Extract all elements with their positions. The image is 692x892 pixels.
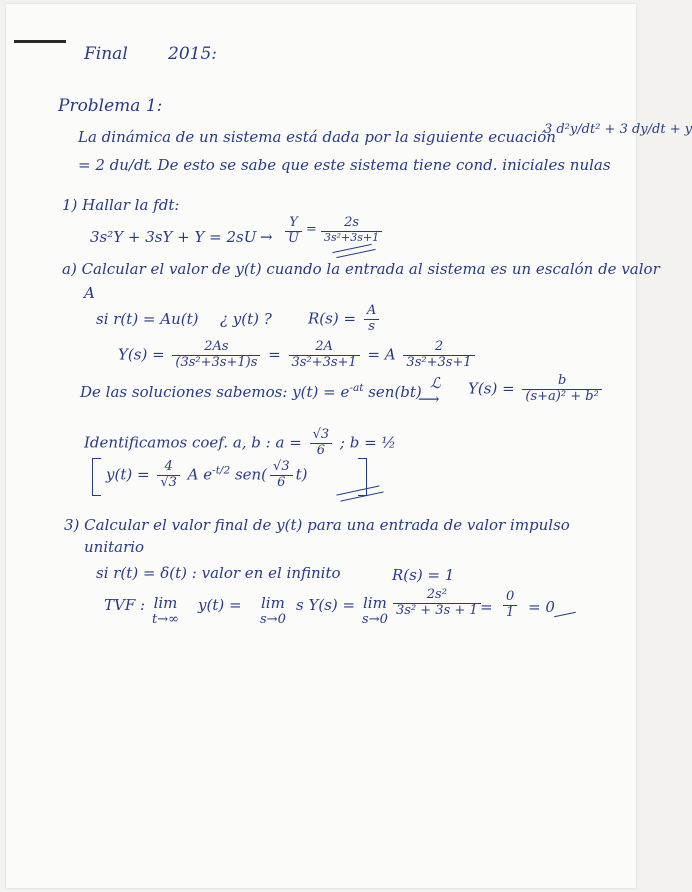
part3-lim1 [152, 594, 179, 627]
part3-sYs: s Y(s) = [296, 596, 356, 614]
part3-frac-num: 2s² [393, 588, 481, 604]
result-prefix: y(t) = [106, 465, 150, 484]
part3-final-result: = 0 [528, 598, 555, 616]
part1-arrow: → [260, 228, 273, 246]
part3-label-line1: 3) Calcular el valor final de y(t) para una entrada de valor impulso [64, 516, 570, 534]
part-a-Rs [308, 304, 382, 335]
Ys-f1-den: (3s²+3s+1)s [175, 354, 258, 370]
part3-label-line2: unitario [84, 538, 145, 556]
part3-lim2 [260, 594, 286, 627]
lim2-sub: s→0 [260, 612, 286, 627]
laplace-arrow: ⟶ [418, 390, 440, 408]
Ys-f3-prefix: = A [367, 345, 396, 364]
problem-heading: Problema 1: [58, 96, 163, 116]
part-a-question: ¿ y(t) ? [220, 310, 272, 328]
Ys-form-num: b [522, 374, 601, 390]
part-a-Ys-expression: Y(s) = $\frac{2As}{\text{(3s²+3s+1)s}}$ = $\frac{2A}{\text{3s²+3s+1}}$ = A $\frac{2}{\text{3s²+3s+1}}$ [118, 340, 478, 371]
part3-frac-den: 3s² + 3s + 1 [396, 602, 478, 618]
Ys-label: Y(s) = [118, 345, 165, 364]
part3-lim3 [362, 594, 388, 627]
result-bracket-left [92, 458, 101, 496]
part-a-label-line1: a) Calcular el valor de y(t) cuando la entrada al sistema es un escalón de valor [62, 260, 660, 278]
solutions-text: De las soluciones sabemos: y(t) = e [80, 383, 350, 401]
part3-Rs: R(s) = 1 [392, 566, 455, 584]
solutions-exp: -at [349, 382, 364, 394]
header-title: Final [84, 44, 128, 64]
lim3-text: lim [363, 594, 387, 612]
result-arg-num: √3 [270, 460, 293, 476]
part3-tvf-label: TVF : [104, 596, 146, 614]
tf-equals: = [306, 222, 317, 237]
result-den: √3 [160, 474, 177, 490]
result-exp: -t/2 [212, 464, 231, 477]
part3-eq: = [480, 598, 493, 616]
final-underline [554, 612, 576, 618]
Ys-f2-num: 2A [289, 340, 360, 356]
part3-final-fraction [500, 590, 520, 621]
Rs-label: R(s) = [308, 309, 357, 328]
statement-equation-lhs: 3 d²y/dt² + 3 dy/dt + y [544, 122, 692, 137]
final-num: 0 [503, 590, 517, 606]
identify-text: Identificamos coef. a, b : a = [84, 433, 302, 452]
statement-line2-text: . De esto se sabe que este sistema tiene cond. iniciales nulas [148, 156, 611, 174]
part3-yt: y(t) = [198, 596, 242, 614]
statement-line2-equation: = 2 du/dt [78, 156, 150, 174]
part1-label: 1) Hallar la fdt: [62, 196, 180, 214]
Ys-f1-num: 2As [172, 340, 260, 356]
statement-line1: La dinámica de un sistema está dada por la siguiente ecuación [78, 128, 556, 146]
b-text: ; b = ½ [339, 433, 396, 452]
lim1-sub: t→∞ [152, 612, 179, 627]
result-arg-den: 6 [277, 474, 286, 490]
tf-lhs-num: Y [285, 216, 302, 232]
part-a-result [106, 460, 307, 491]
page-top-rule [14, 40, 66, 43]
part-a-solutions [80, 382, 422, 401]
result-sen: sen( [234, 465, 268, 484]
Ys-f3-num: 2 [403, 340, 474, 356]
lim1-text: lim [153, 594, 178, 612]
header-year: 2015: [168, 44, 217, 64]
result-num: 4 [157, 460, 180, 476]
part1-equation: 3s²Y + 3sY + Y = 2sU [90, 228, 257, 246]
part3-si-text: si r(t) = δ(t) : valor en el infinito [96, 564, 341, 582]
lim2-text: lim [261, 594, 285, 612]
Ys-f3-den: 3s²+3s+1 [406, 354, 472, 370]
part-a-Ys-form [468, 374, 605, 405]
part-a-label-line2: A [84, 284, 95, 302]
Ys-form-label: Y(s) = [468, 379, 515, 398]
tf-lhs-den: U [288, 230, 299, 246]
notebook-page [6, 4, 692, 888]
Ys-form-den: (s+a)² + b² [525, 388, 599, 404]
laplace-symbol: ℒ [430, 374, 441, 392]
part-a-identify [84, 428, 396, 459]
lim3-sub: s→0 [362, 612, 388, 627]
final-den: 1 [506, 604, 515, 620]
result-tail: t) [295, 465, 308, 484]
Rs-den: s [368, 318, 375, 334]
tf-rhs-den: 3s²+3s+1 [324, 230, 380, 244]
a-num: √3 [310, 428, 333, 444]
a-den: 6 [316, 442, 325, 458]
solutions-sen: sen(bt) [368, 383, 422, 401]
tf-rhs-num: 2s [321, 216, 382, 232]
transfer-function-rhs [318, 216, 385, 245]
Ys-f2-den: 3s²+3s+1 [291, 354, 357, 370]
Rs-num: A [364, 304, 379, 320]
part-a-si-text: si r(t) = Au(t) [96, 310, 199, 328]
transfer-function-lhs [282, 216, 305, 247]
result-mid: A e [187, 465, 213, 484]
part3-fraction [390, 588, 484, 619]
